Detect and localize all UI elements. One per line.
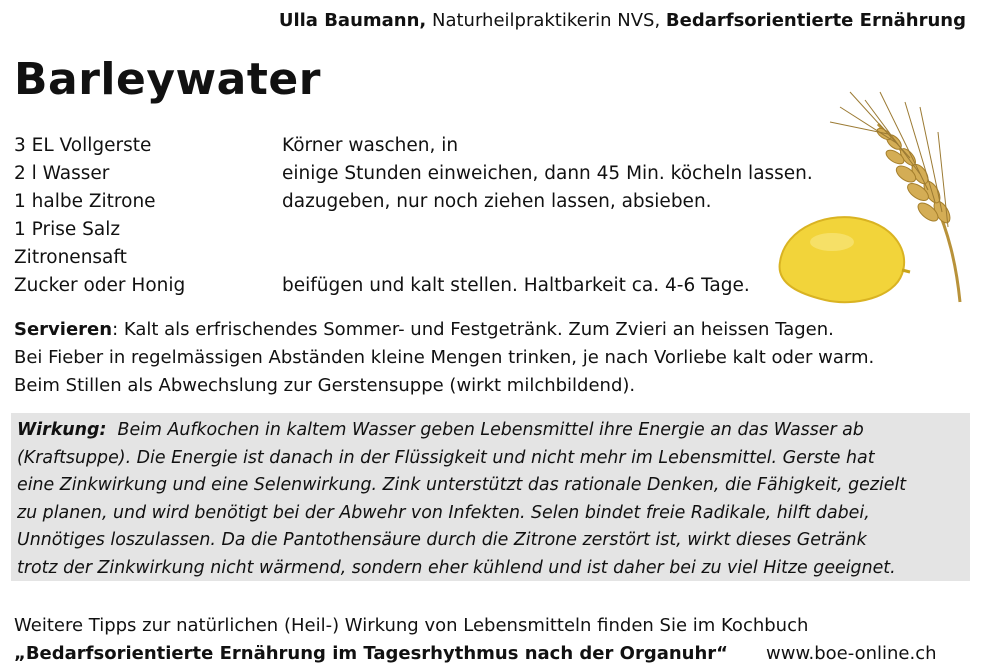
effect-box xyxy=(11,413,970,581)
effect-line: (Kraftsuppe). Die Energie ist danach in der Flüssigkeit und nicht mehr im Lebensmittel. Gerste hat xyxy=(17,447,875,468)
serving-line xyxy=(14,316,874,344)
ingredient-row xyxy=(14,132,813,160)
ingredients-list xyxy=(14,132,813,300)
footer-url[interactable]: www.boe-online.ch xyxy=(766,643,937,664)
ingredient-row xyxy=(14,272,813,300)
effect-line: zu planen, und wird benötigt bei der Abwehr von Infekten. Selen bindet freie Radikale, hilft dabei, xyxy=(17,502,870,523)
lemon-icon xyxy=(780,217,910,302)
serving-section xyxy=(14,316,874,400)
serving-label: Servieren xyxy=(14,319,113,340)
effect-line: Unnötiges loszulassen. Da die Pantothensäure durch die Zitrone zerstört ist, wirkt dieses Getränk xyxy=(17,530,867,551)
ingredient-row xyxy=(14,188,813,216)
illustration xyxy=(770,62,985,312)
effect-text xyxy=(11,413,970,583)
effect-line: eine Zinkwirkung und eine Selenwirkung. Zink unterstützt das rationale Denken, die Fähigkeit, gezielt xyxy=(17,475,907,496)
header-author: Ulla Baumann, xyxy=(278,10,427,31)
ingredient-step: einige Stunden einweichen, dann 45 Min. köcheln lassen. xyxy=(282,163,813,184)
ingredient-step: beifügen und kalt stellen. Haltbarkeit ca. 4-6 Tage. xyxy=(282,275,750,296)
footer-book-title: „Bedarfsorientierte Ernährung im Tagesrhythmus nach der Organuhr“ xyxy=(14,643,728,664)
ingredient-amount: 3 EL Vollgerste xyxy=(14,135,152,156)
ingredient-row xyxy=(14,244,813,272)
ingredient-step: dazugeben, nur noch ziehen lassen, absieben. xyxy=(282,191,712,212)
ingredient-amount: 1 Prise Salz xyxy=(14,219,121,240)
header-profession: Naturheilpraktikerin NVS, xyxy=(431,10,661,31)
footer-line: Weitere Tipps zur natürlichen (Heil-) Wirkung von Lebensmitteln finden Sie im Kochbuch xyxy=(14,615,809,636)
header-topic: Bedarfsorientierte Ernährung xyxy=(665,10,966,31)
ingredient-row xyxy=(14,160,813,188)
serving-line: Beim Stillen als Abwechslung zur Gerstensuppe (wirkt milchbildend). xyxy=(14,375,636,396)
ingredient-amount: Zitronensaft xyxy=(14,247,127,268)
footer xyxy=(14,612,937,668)
ingredient-amount: 1 halbe Zitrone xyxy=(14,191,156,212)
serving-text: : Kalt als erfrischendes Sommer- und Festgetränk. Zum Zvieri an heissen Tagen. xyxy=(112,319,834,340)
ingredient-amount: 2 l Wasser xyxy=(14,163,110,184)
serving-line: Bei Fieber in regelmässigen Abständen kleine Mengen trinken, je nach Vorliebe kalt oder warm. xyxy=(14,347,875,368)
effect-line: trotz der Zinkwirkung nicht wärmend, sondern eher kühlend und ist daher bei zu viel Hitze geeignet. xyxy=(17,557,896,578)
header xyxy=(279,10,966,31)
page-title: Barleywater xyxy=(14,54,321,105)
effect-line: Beim Aufkochen in kaltem Wasser geben Lebensmittel ihre Energie an das Wasser ab xyxy=(117,420,864,440)
ingredient-amount: Zucker oder Honig xyxy=(14,275,186,296)
ingredient-row xyxy=(14,216,813,244)
ingredient-step: Körner waschen, in xyxy=(282,135,459,156)
effect-label: Wirkung: xyxy=(17,420,107,440)
